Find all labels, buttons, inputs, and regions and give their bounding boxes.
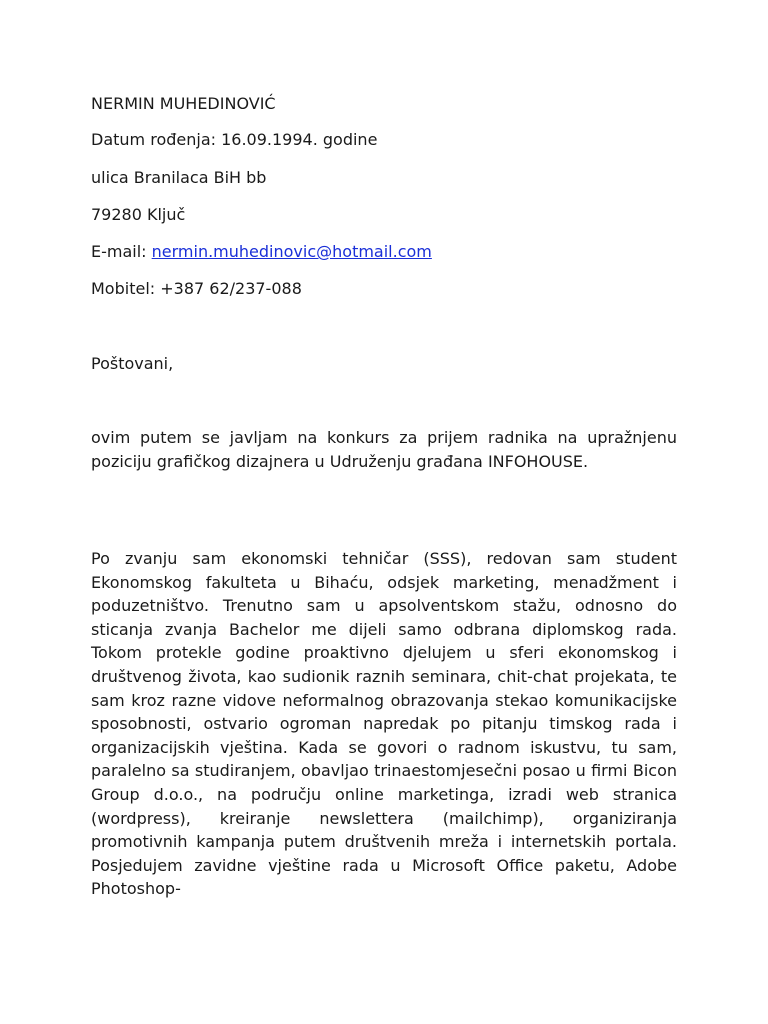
paragraph-intro: ovim putem se javljam na konkurs za prijem radnika na upražnjenu poziciju grafičkog dizajnera u Udruženju građana INFOHOUSE.	[91, 428, 677, 471]
sender-name: NERMIN MUHEDINOVIĆ	[91, 94, 276, 113]
birth-date: Datum rođenja: 16.09.1994. godine	[91, 130, 378, 149]
paragraph-qualifications: Po zvanju sam ekonomski tehničar (SSS), redovan sam student Ekonomskog fakulteta u Bihaću, odsjek marketing, menadžment i poduzetništvo. Trenutno sam u apsolventskom stažu, odnosno do sticanja zvanja Bachelor me dijeli samo odbrana diplomskog rada. Tokom protekle godine proaktivno djelujem u sferi ekonomskog i društvenog života, kao sudionik raznih seminara, chit-chat projekata, te sam kroz razne vidove neformalnog obrazovanja stekao komunikacijske sposobnosti, ostvario ogroman napredak po pitanju timskog rada i organizacijskih vještina. Kada se govori o radnom iskustvu, tu sam, paralelno sa studiranjem, obavljao trinaestomjesečni posao u firmi Bicon Group d.o.o., na području online marketinga, izradi web stranica (wordpress), kreiranje newslettera (mailchimp), organiziranja promotivnih kampanja putem društvenih mreža i internetskih portala. Posjedujem zavidne vještine rada u Microsoft Office paketu, Adobe Photoshop-	[91, 549, 677, 899]
phone-line: Mobitel: +387 62/237-088	[91, 279, 302, 298]
city-address: 79280 Ključ	[91, 205, 186, 224]
email-line	[91, 240, 432, 264]
street-address: ulica Branilaca BiH bb	[91, 168, 267, 187]
greeting: Poštovani,	[91, 354, 174, 373]
email-label: E-mail:	[91, 242, 152, 261]
email-link[interactable]: nermin.muhedinovic@hotmail.com	[151, 242, 432, 261]
